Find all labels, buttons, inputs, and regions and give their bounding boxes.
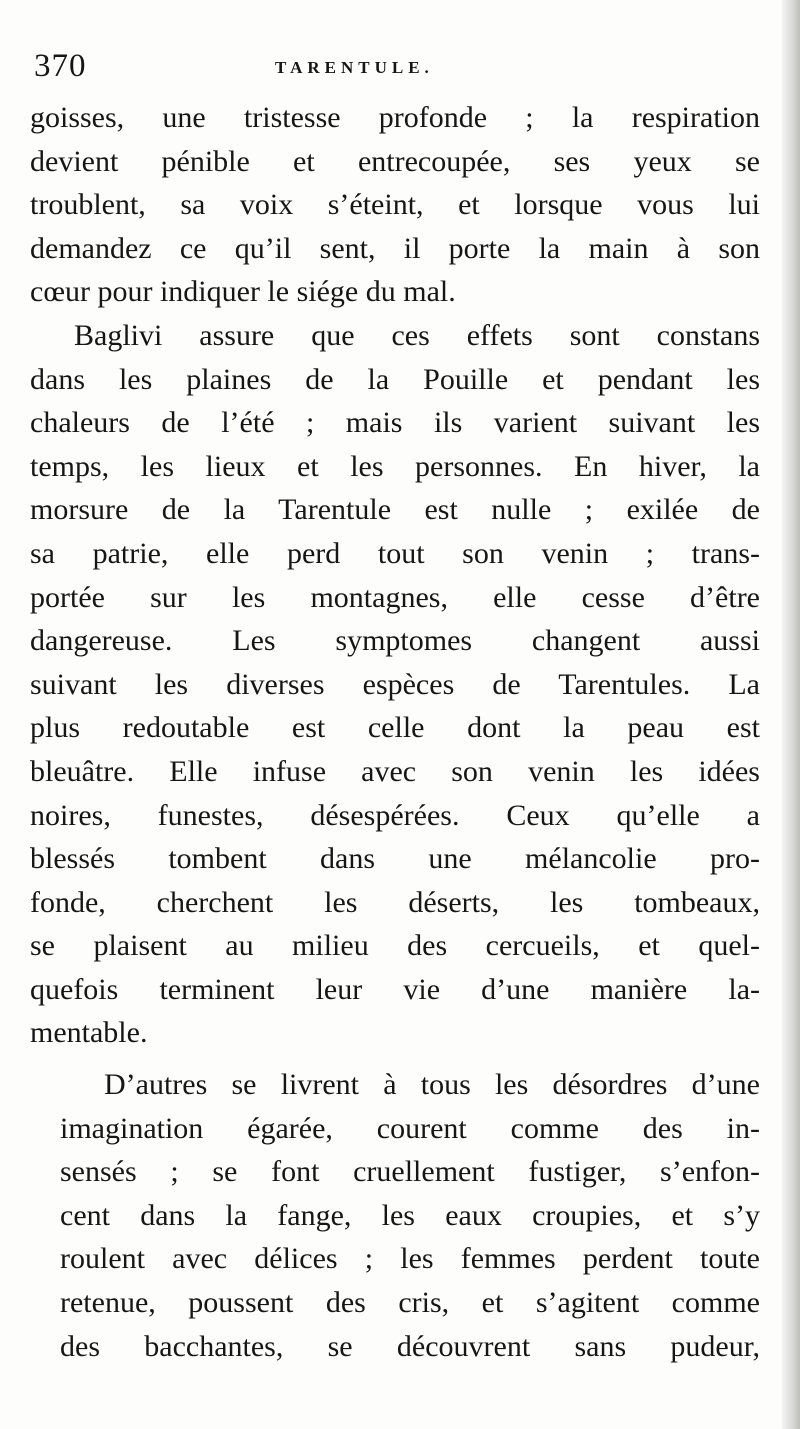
text-line: sensés ; se font cruellement fustiger, s’enfon- [60,1155,760,1189]
text-line: D’autres se livrent à tous les désordres d’une [104,1068,760,1102]
running-head: TARENTULE. [275,58,434,77]
text-line: des bacchantes, se découvrent sans pudeur, [60,1329,760,1363]
text-line: mentable. [30,1016,148,1050]
text-line: sa patrie, elle perd tout son venin ; trans- [30,536,760,570]
text-line: troublent, sa voix s’éteint, et lorsque vous lui [30,188,760,222]
paragraph-1 [30,96,760,314]
text-line: quefois terminent leur vie d’une manière la- [30,972,760,1006]
text-line: morsure de la Tarentule est nulle ; exilée de [30,493,760,527]
page-edge-shadow [782,0,800,1429]
text-line: dangereuse. Les symptomes changent aussi [30,624,760,658]
text-line: noires, funestes, désespérées. Ceux qu’elle a [30,798,760,832]
paragraph-3 [30,1063,760,1368]
text-line: blessés tombent dans une mélancolie pro- [30,842,760,876]
text-line: se plaisent au milieu des cercueils, et quel- [30,929,760,963]
text-line: Baglivi assure que ces effets sont constans [74,318,760,352]
paragraph-2 [30,314,760,1055]
text-line: roulent avec délices ; les femmes perdent toute [60,1242,760,1276]
text-line: suivant les diverses espèces de Tarentules. La [30,667,760,701]
text-line: portée sur les montagnes, elle cesse d’être [30,580,760,614]
text-line: plus redoutable est celle dont la peau est [30,711,760,745]
text-line: demandez ce qu’il sent, il porte la main à son [30,231,760,265]
paragraph-spacer [30,1055,760,1063]
text-line: chaleurs de l’été ; mais ils varient suivant les [30,406,760,440]
text-line: bleuâtre. Elle infuse avec son venin les idées [30,754,760,788]
text-line: imagination égarée, courent comme des in- [60,1111,760,1145]
page-header [30,48,770,88]
body-text [30,96,760,1368]
text-line: devient pénible et entrecoupée, ses yeux se [30,144,760,178]
text-line: temps, les lieux et les personnes. En hiver, la [30,449,760,483]
text-line: cœur pour indiquer le siége du mal. [30,275,456,309]
text-line: fonde, cherchent les déserts, les tombeaux, [30,885,760,919]
text-line: retenue, poussent des cris, et s’agitent comme [60,1286,760,1320]
text-line: dans les plaines de la Pouille et pendant les [30,362,760,396]
text-line: goisses, une tristesse profonde ; la respiration [30,101,760,134]
page-number: 370 [34,48,87,84]
text-line: cent dans la fange, les eaux croupies, et s’y [60,1198,760,1232]
